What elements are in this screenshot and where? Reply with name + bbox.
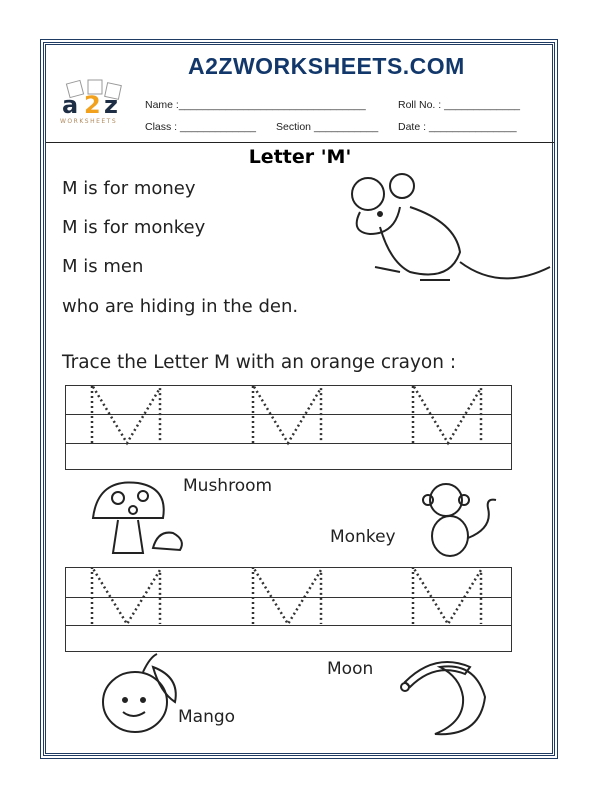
rhyme-line: M is for monkey (62, 217, 206, 238)
rhyme-line: M is men (62, 256, 144, 277)
worksheet-title: Letter 'M' (248, 146, 352, 168)
roll-field[interactable]: _____________ (444, 99, 521, 111)
date-field[interactable]: _______________ (428, 121, 517, 133)
mango-picture (95, 652, 190, 737)
mushroom-picture (88, 478, 188, 563)
monkey-label: Monkey (330, 527, 396, 547)
dotted-letter-m (253, 385, 321, 443)
svg-text:z: z (104, 91, 118, 119)
moon-label: Moon (327, 659, 374, 679)
svg-text:a: a (62, 91, 79, 119)
name-field[interactable]: ________________________________ (178, 99, 366, 111)
class-field[interactable]: _____________ (180, 121, 256, 133)
name-label: Name : (145, 99, 179, 111)
class-label: Class : (145, 121, 178, 133)
mango-label: Mango (178, 707, 236, 727)
rhyme-line: M is for money (62, 178, 196, 199)
roll-label: Roll No. : (398, 99, 442, 111)
svg-text:WORKSHEETS: WORKSHEETS (60, 118, 118, 125)
mushroom-label: Mushroom (183, 476, 273, 496)
monkey-picture (418, 478, 503, 563)
rhyme-line: who are hiding in the den. (62, 296, 299, 317)
svg-text:2: 2 (84, 91, 101, 119)
dotted-letter-m (92, 567, 160, 624)
section-field[interactable]: ___________ (313, 121, 379, 133)
date-label: Date : (398, 121, 427, 133)
dotted-letter-m (413, 567, 481, 624)
moon-picture (395, 652, 500, 742)
dotted-letter-m (253, 567, 321, 624)
dotted-letter-m (413, 385, 481, 443)
site-title: A2ZWORKSHEETS.COM (188, 53, 465, 79)
trace-instruction: Trace the Letter M with an orange crayon : (62, 352, 457, 373)
dotted-letter-m (92, 385, 160, 443)
section-label: Section (276, 121, 312, 133)
